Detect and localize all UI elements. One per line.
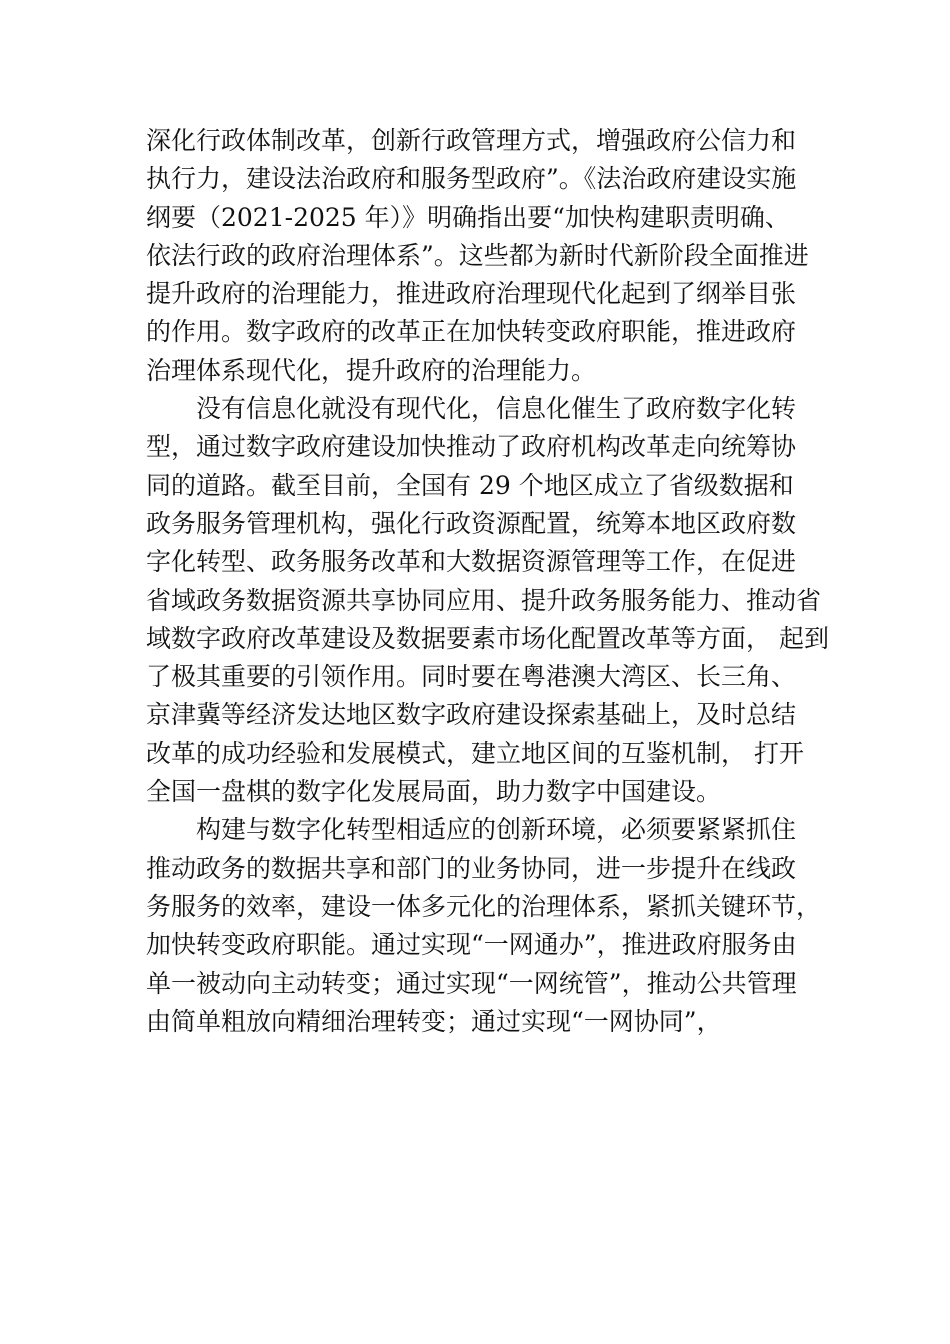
text-line: 的作用。数字政府的改革正在加快转变政府职能，推进政府: [146, 317, 797, 347]
text-line: 域数字政府改革建设及数据要素市场化配置改革等方面， 起到: [146, 623, 829, 653]
text-line: 全国一盘棋的数字化发展局面，助力数字中国建设。: [146, 777, 722, 807]
text-line: 型，通过数字政府建设加快推动了政府机构改革走向统筹协: [146, 432, 797, 462]
text-line: 构建与数字化转型相适应的创新环境，必须要紧紧抓住: [196, 815, 797, 845]
text-line: 京津冀等经济发达地区数字政府建设探索基础上，及时总结: [146, 700, 797, 730]
paragraph-1: [146, 122, 836, 390]
text-line: 治理体系现代化，提升政府的治理能力。: [146, 355, 597, 385]
text-line: 没有信息化就没有现代化，信息化催生了政府数字化转: [196, 394, 797, 424]
paragraph-3: [146, 811, 836, 1041]
text-line: 纲要（2021-2025 年）》明确指出要“加快构建职责明确、: [146, 202, 790, 232]
text-line: 同的道路。截至目前，全国有 29 个地区成立了省级数据和: [146, 470, 794, 500]
text-line: 提升政府的治理能力，推进政府治理现代化起到了纲举目张: [146, 279, 797, 309]
paragraph-2: [146, 390, 836, 811]
text-line: 加快转变政府职能。通过实现“一网通办”，推进政府服务由: [146, 930, 797, 960]
text-line: 务服务的效率，建设一体多元化的治理体系，紧抓关键环节，: [146, 891, 822, 921]
text-line: 执行力，建设法治政府和服务型政府”。《法治政府建设实施: [146, 164, 797, 194]
text-line: 推动政务的数据共享和部门的业务协同，进一步提升在线政: [146, 853, 797, 883]
text-line: 省域政务数据资源共享协同应用、提升政务服务能力、推动省: [146, 585, 822, 615]
document-body: [146, 122, 836, 1041]
text-line: 单一被动向主动转变；通过实现“一网统管”，推动公共管理: [146, 968, 797, 998]
text-line: 依法行政的政府治理体系”。这些都为新时代新阶段全面推进: [146, 240, 809, 270]
text-line: 改革的成功经验和发展模式，建立地区间的互鉴机制， 打开: [146, 738, 804, 768]
text-line: 由简单粗放向精细治理转变；通过实现“一网协同”，: [146, 1006, 722, 1036]
text-line: 深化行政体制改革，创新行政管理方式，增强政府公信力和: [146, 126, 797, 155]
text-line: 政务服务管理机构，强化行政资源配置，统筹本地区政府数: [146, 508, 797, 538]
text-line: 了极其重要的引领作用。同时要在粤港澳大湾区、长三角、: [146, 662, 797, 692]
text-line: 字化转型、政务服务改革和大数据资源管理等工作，在促进: [146, 547, 797, 577]
